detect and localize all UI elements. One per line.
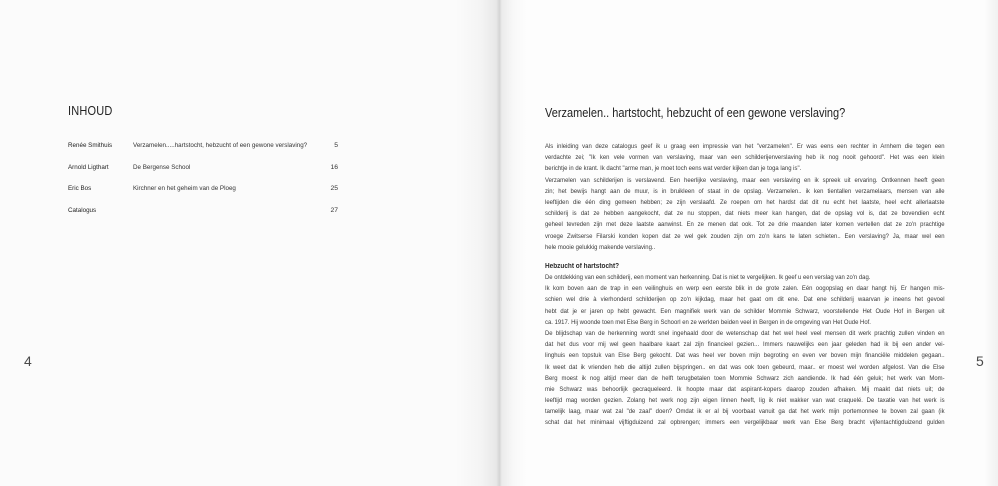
text-line: geheel tevreden zijn met deze laatste aanwinst. En ze menen dat ook. Tot ze drie maanden later komen vertellen dat ze zo'n prachtige	[545, 221, 945, 229]
toc-title: Verzamelen.....hartstocht, hebzucht of een gewone verslaving?	[133, 142, 308, 149]
toc-entry	[68, 184, 338, 194]
text-line: De ontdekking van een schilderij, een moment van herkenning. Dat is niet te vergelijken. Ik geef u een verslag van zo'n dag.	[545, 274, 871, 281]
text-line: hele mooie gelukkig makende verslaving..	[545, 243, 656, 251]
text-line: Berg moest ik nog altijd meer dan de helft terugbetalen toen Mommie Schwarz zich aandiende. Ik had één geluk; het werk van Mom-	[545, 374, 945, 382]
text-line: leeftijd mag worden gezien. Zolang het werk nog zijn eigen linnen heeft, lig ik niet wakker van wat craquelé. De taxatie van het werk is	[545, 397, 945, 405]
section-subheading: Hebzucht of hartstocht?	[545, 263, 620, 270]
text-line: De blijdschap van de herkenning wordt snel ingehaald door de wetenschap dat het wel heel veel mensen dit werk prachtig zullen vinden en	[545, 329, 945, 337]
text-line: verdachte zei; "Ik ken vele vormen van verslaving, maar van een schilderijenverslaving heb ik nog nooit gehoord". Het was een klein	[545, 154, 945, 162]
text-line: schilderij is dat ze hebben aangekocht, dat ze nu stoppen, dat niets meer kan hangen, dat de opslag vol is, dat ze bovendien echt	[545, 210, 945, 218]
text-line: mie Schwarz was behoorlijk gecraqueleerd. Ik hoopte maar dat aspirant-kopers daarop zouden afhaken. Mij maakt dat niets uit; de	[545, 385, 945, 393]
text-line: Ik weet dat ik vrienden heb die altijd zullen bijspringen.. en dat was ook toen gebeurd, maar.. er moest wel worden afgelost. Van die Else	[545, 363, 945, 371]
text-line: schien wel drie à vierhonderd schilderijen op zo'n kijkdag, maar het gaat om dit ene. Dat ene schilderij waarvan je ineens het gevoel	[545, 296, 945, 304]
toc-page-number: 5	[334, 142, 338, 149]
toc-author: Catalogus	[68, 207, 97, 214]
text-line: Ik kom boven aan de trap in een veilinghuis en werp een eerste blik in de grote zalen. Eén oogopslag en daar hangt hij. Er hangen mis-	[545, 285, 945, 293]
text-line: leeftijden die één ding gemeen hebben; ze zijn verslaafd. Ze roepen om het hardst dat dit nu echt het laatste, heel echt allerlaatste	[545, 198, 945, 206]
page-number: 5	[976, 353, 984, 369]
text-line: Als inleiding van deze catalogus geef ik u graag een impressie van het "verzamelen". Er was eens een rechter in Arnhem die tegen een	[545, 143, 945, 150]
toc-entry	[68, 163, 338, 173]
toc-title: Kirchner en het geheim van de Ploeg	[133, 185, 236, 192]
toc-page-number: 25	[330, 185, 338, 192]
text-line: linghuis een topstuk van Else Berg gekocht. Dat was heel ver boven mijn begroting en even ver boven mijn financiële middelen gegaan..	[545, 352, 945, 360]
toc-page-number: 16	[330, 164, 338, 171]
text-line: schat dat het minimaal vijftigduizend zal opbrengen; immers een vergelijkbaar werk van Else Berg bracht vijfentachtigduizend gulden	[545, 419, 945, 427]
toc-entry	[68, 141, 338, 151]
page-number: 4	[24, 353, 32, 369]
toc-author: Renée Smithuis	[68, 142, 113, 149]
text-line: ca. 1917. Hij woonde toen met Else Berg in Schoorl en ze werkten beiden veel in Bergen in de omgeving van Het Oude Hof.	[545, 318, 871, 326]
toc-page-number: 27	[330, 207, 338, 214]
right-page	[499, 0, 998, 486]
text-line: dat het dus voor mij wel geen haalbare kaart zal zijn financieel gezien... Immers nauwelijks een jaar geleden had ik bij een ander vei-	[545, 341, 945, 349]
text-line: Verzamelen van schilderijen is verslavend. Een heerlijke verslaving, maar een verslaving en ik spreek uit ervaring. Ontkennen heeft geen	[545, 176, 945, 184]
text-line: vroege Zwitserse Filarski konden kopen dat ze wel gek zouden zijn om zo'n kans te laten schieten.. Een verslaving? Ja, maar wel een	[545, 232, 945, 240]
page-edge-shadow	[984, 0, 998, 486]
toc-author: Arnold Ligthart	[68, 164, 109, 171]
text-line: zin; het bewijs hangt aan de muur, is in bruikleen of staat in de opslag. Verzamelen.. ik ken tientallen verzamelaars, mensen van alle	[545, 187, 945, 195]
intro-paragraph	[545, 141, 945, 253]
toc-author: Eric Bos	[68, 185, 92, 192]
text-line: hebt dat je er jaren op hebt gewacht. Een magnifiek werk van de schilder Mommie Schwarz, voorstellende Het Oude Hof in Bergen uit	[545, 307, 945, 315]
toc-heading: INHOUD	[68, 104, 113, 118]
text-line: berichtje in de krant. Ik dacht "arme man, je moet toch eens wat verder kijken dan je toga lang is".	[545, 165, 802, 173]
body-paragraph	[545, 272, 945, 429]
article-title: Verzamelen.. hartstocht, hebzucht of een gewone verslaving?	[545, 106, 846, 120]
toc-entry	[68, 206, 338, 216]
text-line: tamelijk laag, maar wat zal "de zaal" doen? Omdat ik er al bij voorbaat vanuit ga dat het werk mijn portemonnee te boven zal gaan (ik	[545, 408, 945, 416]
toc-title: De Bergense School	[133, 164, 191, 171]
